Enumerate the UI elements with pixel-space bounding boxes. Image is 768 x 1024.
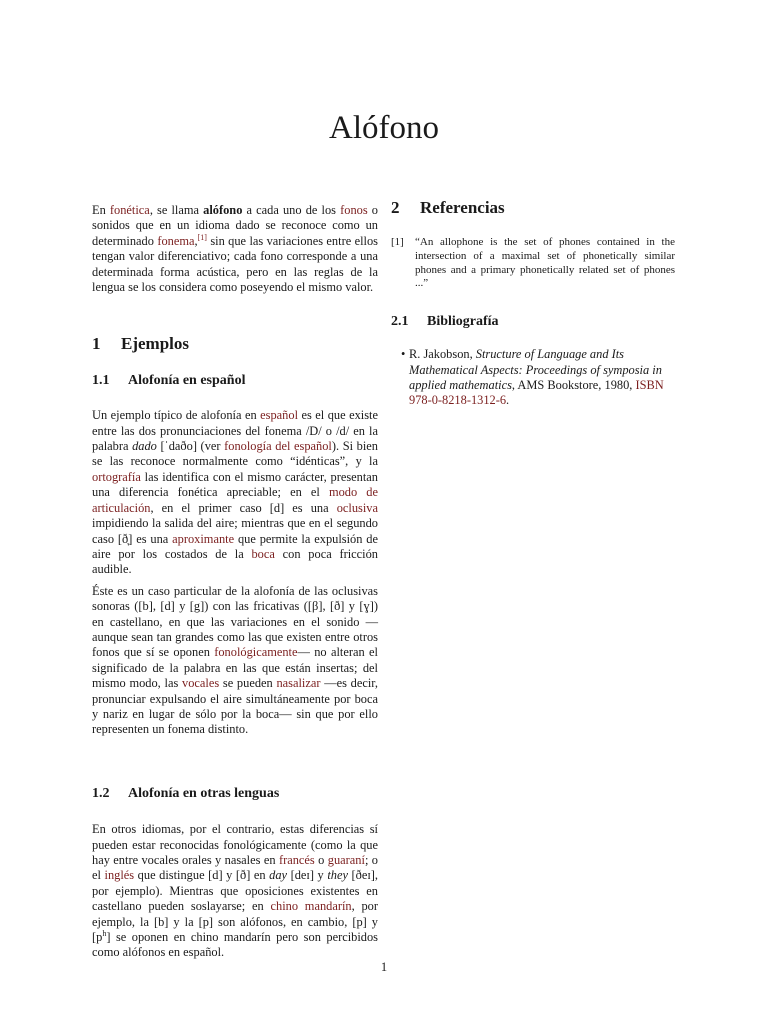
intro-paragraph: En fonética, se llama alófono a cada uno de los fonos o sonidos que en un idioma dado se reconoce como un determinado fonema,[1] sin que las variaciones entre ellos tengan valor diferenciativo; cada fono corresponde a una determinada forma acústica, pero en las reglas de la lengua se los considera como poseyendo el mismo valor.: [92, 203, 378, 295]
term-alofono: alófono: [203, 203, 243, 217]
bibliography-list: [391, 347, 675, 409]
reference-item: [391, 236, 675, 290]
subsection-heading-bibliografia: 2.1 Bibliografía: [391, 313, 499, 329]
link-modo-de-articulacion[interactable]: modo de articulación: [92, 485, 378, 515]
link-frances[interactable]: francés: [278, 853, 315, 867]
bullet-icon: •: [401, 347, 406, 362]
link-chino-mandarin[interactable]: chino mandarín: [270, 899, 352, 914]
link-fonema[interactable]: fonema: [157, 233, 195, 248]
section-heading-referencias: 2 Referencias: [391, 198, 505, 217]
link-espanol[interactable]: español: [260, 408, 299, 423]
link-fonologia-del-espanol[interactable]: fonología del español: [224, 439, 332, 454]
link-oclusiva[interactable]: oclusiva: [336, 500, 378, 515]
link-ingles[interactable]: inglés: [104, 868, 135, 883]
paragraph-alofonia-espanol-2: Éste es un caso particular de la alofonía de las oclusivas sonoras ([b], [d] y [g]) con las fricativas ([β], [ð] y [ɣ]) en castellano, en que las variaciones en el sonido —aunque sean tan grandes como las que existen entre otros fonos que sí se oponen fonológicamente— no alteran el significado de la palabra en las que están insertas; del mismo modo, las vocales se pueden nasalizar —es decir, pronunciar expulsando el aire simultáneamente por boca y nariz en lugar de sólo por la boca— sin que por ello representen un fonema distinto.: [92, 583, 378, 737]
paragraph-alofonia-espanol-1: Un ejemplo típico de alofonía en español es el que existe entre las dos pronunciaciones del fonema /D/ o /d/ en la palabra dado [ˈdaðo] (ver fonología del español). Si bien se las reconoce normalmente como “idénticas”, y la ortografía las identifica con el mismo carácter, presentan una diferencia fonética apreciable; en el modo de articulación, en el primer caso [d] es una oclusiva impidiendo la salida del aire; mientras que en el segundo caso [ð̞] es una aproximante que permite la expulsión de aire por los costados de la boca con poca fricción audible.: [92, 408, 378, 577]
link-boca[interactable]: boca: [251, 546, 275, 561]
right-column: [391, 200, 675, 409]
link-aproximante[interactable]: aproximante: [172, 531, 235, 546]
reference-marker: [1]: [391, 236, 404, 249]
bibliography-item: [391, 347, 675, 409]
reference-text: “An allophone is the set of phones contained in the intersection of a maximal set of phonetically similar phones and a primary phonetically related set of phones ...”: [415, 236, 675, 290]
link-fonetica[interactable]: fonética: [109, 203, 150, 217]
page-title: Alófono: [329, 110, 439, 146]
page-number: 1: [380, 960, 388, 974]
link-vocales[interactable]: vocales: [182, 676, 220, 691]
link-nasalizar[interactable]: nasalizar: [276, 676, 321, 691]
link-ortografia[interactable]: ortografía: [92, 469, 141, 484]
reference-list: [391, 236, 675, 290]
link-fonologicamente[interactable]: fonológicamente: [214, 645, 298, 660]
link-guarani[interactable]: guaraní: [327, 853, 365, 867]
bibliography-text: R. Jakobson, Structure of Language and Its Mathematical Aspects: Proceedings of symposia in applied mathematics, AMS Bookstore, 1980, ISBN 978-0-8218-1312-6.: [409, 347, 664, 408]
link-isbn[interactable]: ISBN 978-0-8218-1312-6: [409, 378, 664, 408]
paragraph-alofonia-otras-lenguas: En otros idiomas, por el contrario, estas diferencias sí pueden estar reconocidas fonológicamente (como la que hay entre vocales orales y nasales en francés o guaraní; o el inglés que distingue [d] y [ð] en day [deɪ] y they [ðeɪ], por ejemplo). Mientras que oposiciones existentes en castellano pueden soslayarse; en chino mandarín, por ejemplo, la [b] y la [p] son alófonos, en cambio, [p] y $[p^h]$ se oponen en chino mandarín pero son percibidos como alófonos en español.: [92, 822, 379, 960]
citation-1[interactable]: [1]: [197, 232, 207, 242]
left-column: [92, 203, 378, 961]
section-heading-ejemplos: 1 Ejemplos: [92, 334, 189, 354]
subsection-heading-alofonia-otras-lenguas: 1.2 Alofonía en otras lenguas: [92, 785, 280, 801]
link-fonos[interactable]: fonos: [340, 203, 368, 217]
subsection-heading-alofonia-espanol: 1.1 Alofonía en español: [92, 372, 246, 388]
